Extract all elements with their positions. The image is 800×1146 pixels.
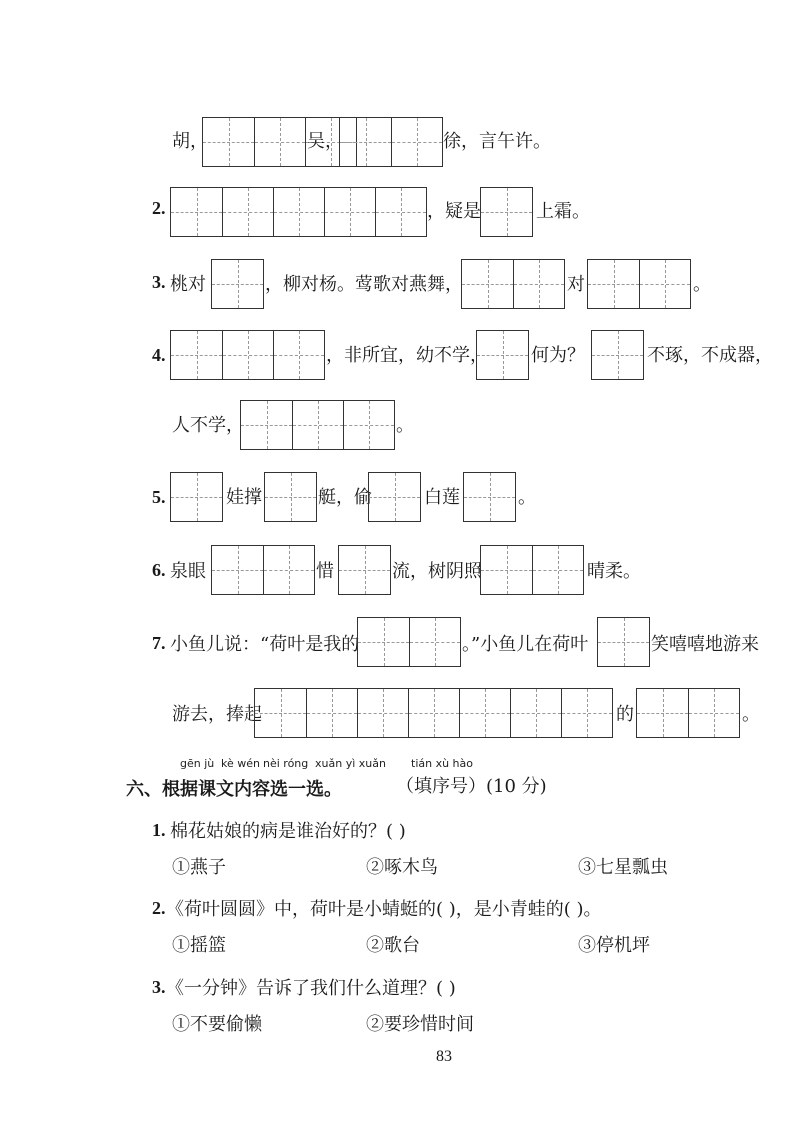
pinyin: kè wén (221, 757, 260, 770)
option[interactable]: ①摇篮 (172, 935, 226, 956)
option[interactable]: ①不要偷懒 (172, 1014, 262, 1035)
char-grid[interactable] (480, 545, 584, 595)
line6-text-b: 惜 (316, 561, 334, 582)
line6-text-d: 晴柔。 (587, 561, 641, 582)
line2-text-a: ，疑是 (427, 201, 481, 222)
char-grid[interactable] (211, 259, 264, 309)
char-grid[interactable] (461, 259, 565, 309)
char-grid[interactable] (240, 400, 395, 450)
line1-text-b: 吴， (307, 131, 343, 152)
question-text: 棉花姑娘的病是谁治好的？( ) (170, 821, 406, 842)
option[interactable]: ①燕子 (172, 857, 226, 878)
char-grid[interactable] (338, 545, 391, 595)
question-number: 2. (152, 898, 166, 918)
char-grid[interactable] (591, 330, 644, 380)
line2-text-b: 上霜。 (536, 201, 590, 222)
line3-text-a: 桃对 (170, 274, 206, 295)
line3-text-c: 对 (567, 274, 585, 295)
question-text: 《荷叶圆圆》中，荷叶是小蜻蜓的( )，是小青蛙的( )。 (166, 899, 602, 920)
section-title: 六、根据课文内容选一选。 (126, 779, 342, 800)
line1-text-c: 徐，言午许。 (443, 131, 551, 152)
line4b-text-a: 人不学， (172, 415, 244, 436)
line7-text-a: 小鱼儿说：“荷叶是我的 (170, 634, 360, 655)
section-note: （填序号）(10 分) (396, 776, 547, 797)
pinyin: nèi róng (263, 757, 309, 770)
option[interactable]: ③停机坪 (578, 935, 650, 956)
option[interactable]: ②啄木鸟 (366, 857, 438, 878)
char-grid[interactable] (264, 472, 317, 522)
char-grid[interactable] (211, 545, 315, 595)
item-number: 4. (152, 345, 166, 365)
line6-text-c: 流，树阴照 (392, 561, 482, 582)
pinyin: tián xù hào (411, 757, 473, 770)
option[interactable]: ②歌台 (366, 935, 420, 956)
item-number: 3. (152, 272, 166, 292)
line1-text-a: 胡， (172, 131, 208, 152)
char-grid[interactable] (339, 117, 443, 167)
line5-text-a: 娃撑 (226, 487, 262, 508)
char-grid[interactable] (463, 472, 516, 522)
line4-text-b: 何为？ (531, 345, 585, 366)
line7b-text-c: 。 (742, 704, 760, 725)
char-grid[interactable] (357, 617, 461, 667)
char-grid[interactable] (170, 330, 325, 380)
line6-text-a: 泉眼 (170, 561, 206, 582)
char-grid[interactable] (636, 688, 740, 738)
char-grid[interactable] (254, 688, 613, 738)
item-number: 6. (152, 560, 166, 580)
line4-text-c: 不琢，不成器， (647, 345, 773, 366)
line7b-text-a: 游去，捧起 (172, 704, 262, 725)
pinyin: gēn jù (180, 757, 215, 770)
char-grid[interactable] (597, 617, 650, 667)
line4-text-a: ，非所宜，幼不学， (326, 345, 488, 366)
item-number: 5. (152, 487, 166, 507)
char-grid[interactable] (587, 259, 691, 309)
question-text: 《一分钟》告诉了我们什么道理？( ) (166, 978, 456, 999)
line5-text-d: 。 (518, 487, 536, 508)
line7b-text-b: 的 (616, 704, 634, 725)
page-number: 83 (436, 1048, 452, 1065)
line5-text-b: 艇，偷 (318, 487, 372, 508)
question-number: 3. (152, 977, 166, 997)
line3-text-b: ，柳对杨。莺歌对燕舞， (265, 274, 463, 295)
line7-text-b: 。”小鱼儿在荷叶 (462, 634, 589, 655)
line3-text-d: 。 (693, 274, 711, 295)
pinyin: xuǎn yì xuǎn (315, 757, 386, 770)
char-grid[interactable] (368, 472, 421, 522)
line7-text-c: 笑嘻嘻地游来 (651, 634, 759, 655)
question-number: 1. (152, 820, 166, 840)
line4b-text-b: 。 (396, 415, 414, 436)
char-grid[interactable] (170, 472, 223, 522)
char-grid[interactable] (170, 187, 427, 237)
option[interactable]: ③七星瓢虫 (578, 857, 668, 878)
item-number: 2. (152, 198, 166, 218)
line5-text-c: 白莲 (424, 487, 460, 508)
option[interactable]: ②要珍惜时间 (366, 1014, 474, 1035)
char-grid[interactable] (480, 187, 533, 237)
item-number: 7. (152, 633, 166, 653)
char-grid[interactable] (476, 330, 529, 380)
